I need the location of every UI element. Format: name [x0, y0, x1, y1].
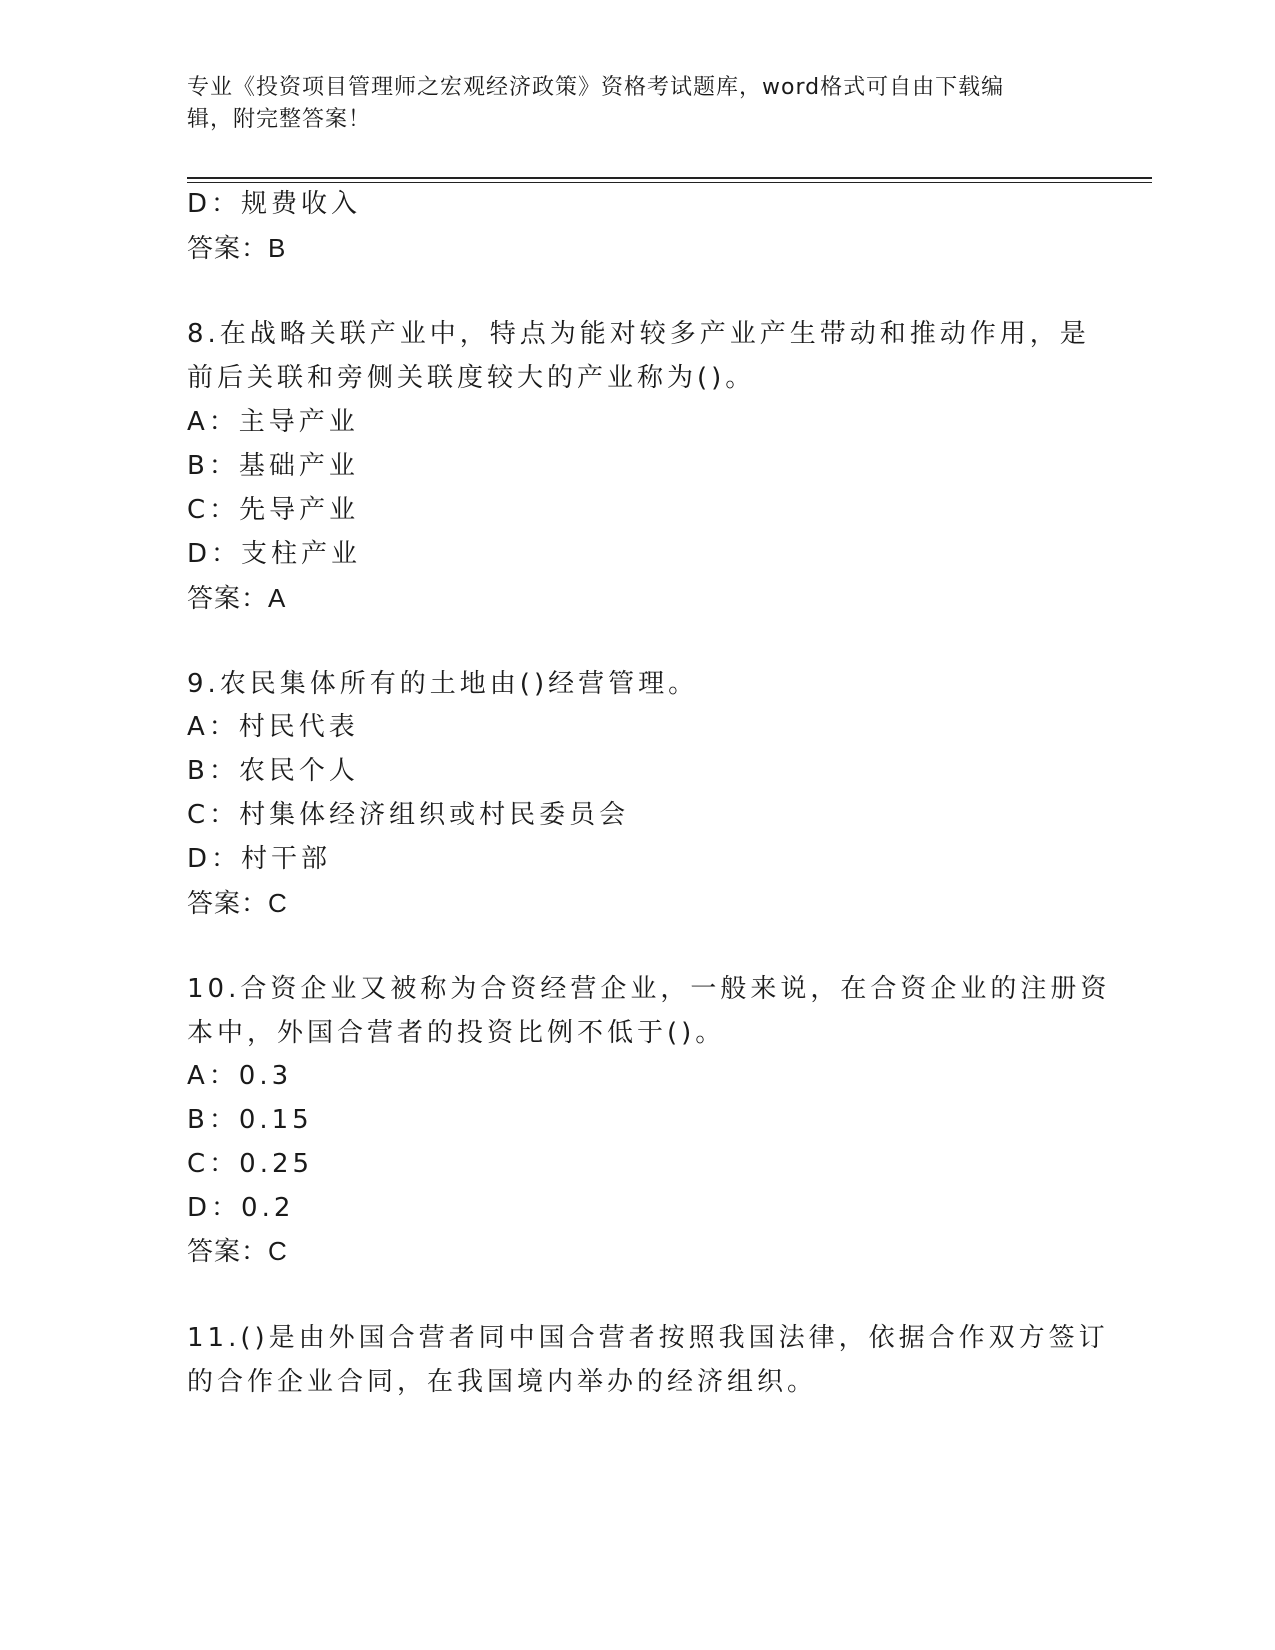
question-8-stem-line-1: 8.在战略关联产业中，特点为能对较多产业产生带动和推动作用，是 — [187, 319, 1090, 349]
question-10-option-b: B：0.15 — [187, 1105, 313, 1135]
prev-answer — [187, 230, 285, 266]
question-8-option-b: B：基础产业 — [187, 451, 359, 481]
question-11-stem-line-2: 的合作企业合同，在我国境内举办的经济组织。 — [187, 1367, 818, 1397]
answer-label: 答案： — [187, 888, 269, 918]
question-11-stem-line-1: 11.()是由外国合营者同中国合营者按照我国法律，依据合作双方签订 — [187, 1323, 1109, 1353]
question-10-stem-line-2: 本中，外国合营者的投资比例不低于()。 — [187, 1018, 726, 1048]
answer-label: 答案： — [187, 583, 269, 613]
answer-value: A — [268, 583, 286, 613]
answer-value: C — [268, 1236, 287, 1266]
answer-value: B — [268, 233, 286, 263]
header-line-2: 辑，附完整答案！ — [187, 107, 372, 132]
question-9-option-b: B：农民个人 — [187, 756, 359, 786]
question-9-stem-line-1: 9.农民集体所有的土地由()经营管理。 — [187, 669, 699, 699]
question-8-answer — [187, 580, 285, 616]
question-8-stem-line-2: 前后关联和旁侧关联度较大的产业称为()。 — [187, 363, 756, 393]
answer-label: 答案： — [187, 1236, 269, 1266]
header-line-1: 专业《投资项目管理师之宏观经济政策》资格考试题库，word格式可自由下载编 — [187, 75, 1005, 100]
question-8-option-a: A：主导产业 — [187, 407, 359, 437]
question-9-option-d: D：村干部 — [187, 844, 332, 874]
question-8-option-d: D：支柱产业 — [187, 539, 362, 569]
question-10-option-a: A：0.3 — [187, 1061, 293, 1091]
prev-option-d: D：规费收入 — [187, 189, 362, 219]
question-9-option-a: A：村民代表 — [187, 712, 359, 742]
question-10-option-d: D：0.2 — [187, 1193, 295, 1223]
document-header — [187, 72, 1067, 136]
question-10-stem-line-1: 10.合资企业又被称为合资经营企业，一般来说，在合资企业的注册资 — [187, 974, 1111, 1004]
question-9-answer — [187, 885, 287, 921]
question-8-option-c: C：先导产业 — [187, 495, 360, 525]
answer-label: 答案： — [187, 233, 269, 263]
header-divider-thin — [187, 182, 1152, 183]
question-9-option-c: C：村集体经济组织或村民委员会 — [187, 800, 630, 830]
question-10-answer — [187, 1233, 287, 1269]
header-divider-thick — [187, 177, 1152, 179]
answer-value: C — [268, 888, 287, 918]
question-10-option-c: C：0.25 — [187, 1149, 314, 1179]
